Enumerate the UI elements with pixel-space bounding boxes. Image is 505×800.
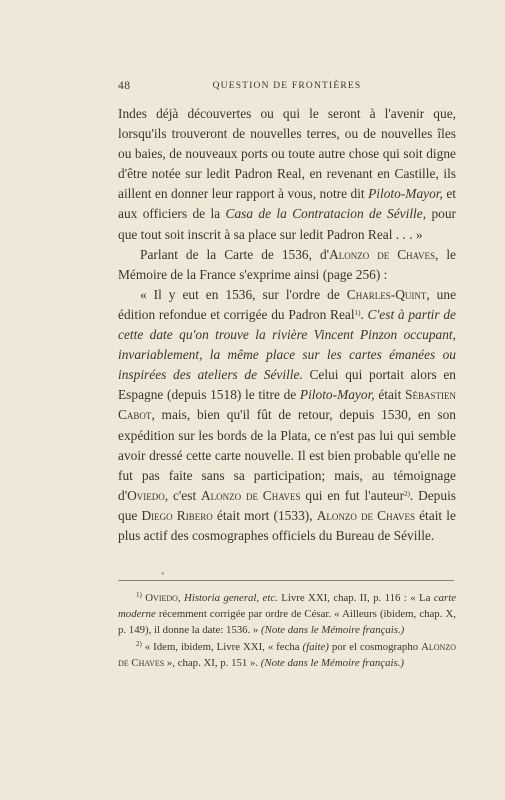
running-title: QUESTION DE FRONTIÈRES [212,81,362,91]
footnote-mark-2: 2) [136,639,142,648]
italic-run: (Note dans le Mémoire français.) [260,656,404,669]
text-run: , mais, bien qu'il fût de retour, depuis 1530, en son expédition sur les bords de la Plata, ce n'est pas lui qui semble avoir dressé cette carte nouvelle. Il est bien probable qu'elle ne fut pas faite sans sa participation; mais, au témoignage d' [118,407,456,503]
footnote-1 [118,590,456,639]
paragraph-3 [118,285,456,546]
text-run: « Il y eut en 1536, sur l'ordre de [140,286,347,302]
footnote-ref-2[interactable]: 2) [404,489,410,498]
footnote-rule [118,580,454,581]
text-run: et aux officiers de la [118,186,456,222]
paragraph-2 [118,245,456,285]
italic-run: carte moderne [118,592,456,621]
italic-run: Historia general, etc. [184,592,278,604]
text-run: était mort (1533), [212,507,317,523]
text-run: por el cosmographo [328,640,422,653]
text-run: Livre XXI, chap. II, p. 116 : « La [277,592,434,604]
footnote-2 [118,639,456,671]
italic-run: (Note dans le Mémoire français.) [261,624,405,637]
italic-run: Piloto-Mayor, [299,387,375,403]
paragraph-1 [118,104,456,245]
print-mark: ● [161,571,165,577]
text-run: était le plus actif des cosmographes officiels du Bureau de Séville. [118,507,456,543]
text-run: , [177,592,185,604]
small-caps-name: Charles-Quint [346,286,427,302]
footnote-mark-1: 1) [136,591,142,599]
small-caps-name: Alonzo de Chaves [118,640,456,669]
small-caps-name: Diego Ribero [141,507,213,523]
text-run: récemment corrigée par ordre de César. « Ailleurs (ibidem, chap. X, p. 149), il donne la date: 1536. » [118,608,456,637]
small-caps-name: Oviedo [145,592,178,604]
text-run: . [360,306,368,322]
text-run: . Depuis que [118,487,457,523]
small-caps-name: Oviedo [127,487,165,503]
text-run: pour que tout soit inscrit à sa place sur ledit Padron Real . . . » [118,206,456,242]
text-run: », chap. XI, p. 151 ». [164,656,261,669]
italic-run: (faite) [302,640,329,653]
footnotes [118,590,456,671]
page-header [118,80,456,96]
text-run: Parlant de la Carte de 1536, d' [140,246,330,262]
small-caps-name: Alonzo de Chaves [329,246,435,262]
italic-run: Casa de la Contratacion de Séville, [225,206,427,222]
small-caps-name: Sébastien Cabot [118,387,456,423]
text-run: qui en fut l'auteur [300,487,405,503]
page-number: 48 [118,80,131,92]
small-caps-name: Alonzo de Chaves [316,507,415,523]
small-caps-name: Alonzo de Chaves [201,487,301,503]
text-run: « Idem, ibidem, Livre XXI, « fecha [141,640,303,653]
text-run: Celui qui portait alors en Espagne (depuis 1518) le titre de [118,367,457,403]
italic-run: C'est à partir de cette date qu'on trouve la rivière Vincent Pinzon occupant, invariablement, la même place sur les cartes émanées ou inspirées des ateliers de Séville. [118,306,456,383]
text-run: , le Mémoire de la France s'exprime ainsi (page 256) : [118,246,456,282]
text-run: Indes déjà découvertes ou qui le seront à l'avenir que, lorsqu'ils trouveront de nouvelles terres, ou de nouvelles îles ou baies, de nouveaux ports ou toute autre chose qui soit digne d'être notée sur ledit Padron Real, en revenant en Castille, ils aillent en donner leur rapport à vous, notre dit [118,106,456,202]
text-run: était [374,387,406,403]
italic-run: Piloto-Mayor, [368,186,443,202]
text-run: , c'est [164,487,201,503]
text-run: , une édition refondue et corrigée du Padron Real [118,286,457,322]
footnote-ref-1[interactable]: 1) [354,308,361,317]
body-text [118,104,456,546]
